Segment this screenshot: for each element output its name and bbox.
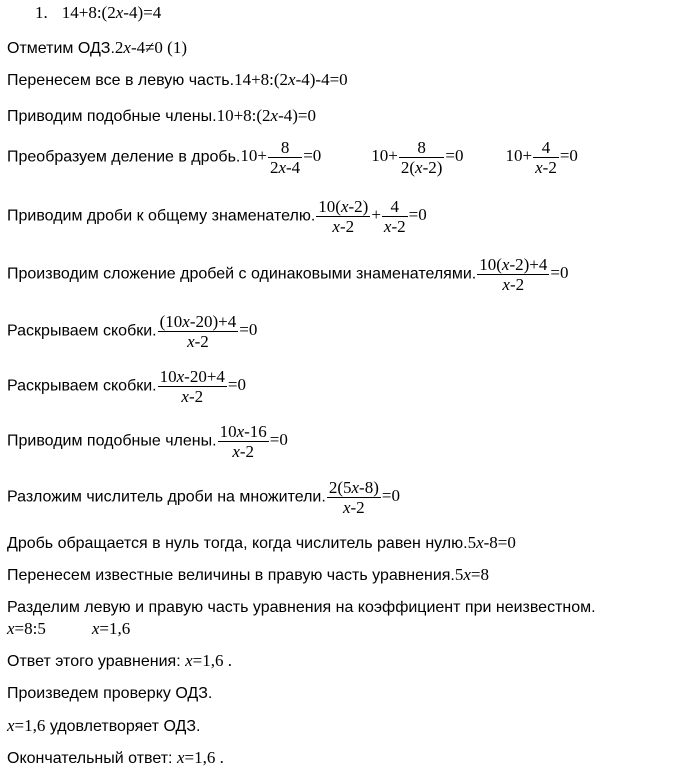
fraction: $\frac{8}{2(x-2)}$ xyxy=(400,138,443,177)
list-number: 1. xyxy=(35,3,48,22)
expression-2: 10+ $\frac{8}{2(x-2)}$ =0 xyxy=(371,138,464,177)
equation-text: 14+8:(2x-4)-4=0 xyxy=(234,70,348,89)
line-text: Перенесем известные величины в правую часть уравнения. xyxy=(7,567,455,584)
fraction: $\frac{10x-16}{x-2}$ xyxy=(219,422,267,461)
equation-text: $\frac{10x-20+4}{x-2}$ =0 xyxy=(159,367,247,406)
line-19 xyxy=(7,748,224,769)
line-10 xyxy=(7,422,288,461)
equation-text: x=1,6 . xyxy=(176,748,224,767)
equation-text: x=1,6 xyxy=(7,716,46,735)
equation-text: 2x-4≠0 (1) xyxy=(114,38,188,57)
line-text: Раскрываем скобки. xyxy=(7,322,157,340)
line-12 xyxy=(7,533,516,554)
expression-3: 10+ $\frac{4}{x-2}$ =0 xyxy=(505,138,578,177)
equation-text: 14+8:(2x-4)=4 xyxy=(61,3,162,22)
line-text: Произведем проверку ОДЗ. xyxy=(7,685,213,702)
line-text: Раскрываем скобки. xyxy=(7,377,157,395)
equation-text: x=1,6 . xyxy=(185,651,232,670)
line-16 xyxy=(7,651,232,672)
fraction: $\frac{2(5x-8)}{x-2}$ xyxy=(328,478,379,517)
line-text: Перенесем все в левую часть. xyxy=(7,72,235,89)
equation-text: x=8:5 xyxy=(7,619,46,638)
equation-text: 5x-8=0 xyxy=(467,533,516,552)
line-7 xyxy=(7,255,568,294)
line-text: удовлетворяет ОДЗ. xyxy=(45,718,201,735)
line-18 xyxy=(7,716,200,737)
line-text: Разложим числитель дроби на множители. xyxy=(7,488,326,506)
equation-text: $\frac{(10x-20)+4}{x-2}$ =0 xyxy=(159,312,258,351)
line-text: Преобразуем деление в дробь. xyxy=(7,148,241,166)
fraction: $\frac{4}{x-2}$ xyxy=(535,138,557,177)
line-text: Ответ этого уравнения: xyxy=(7,653,186,670)
line-text: Дробь обращается в нуль тогда, когда числитель равен нулю. xyxy=(7,535,468,552)
line-11 xyxy=(7,478,400,517)
equation-text: $\frac{2(5x-8)}{x-2}$ =0 xyxy=(328,478,400,517)
line-15 xyxy=(7,619,130,640)
fraction: $\frac{(10x-20)+4}{x-2}$ xyxy=(159,312,237,351)
line-5 xyxy=(7,138,578,177)
equation-result: x=1,6 xyxy=(91,619,131,638)
line-17 xyxy=(7,684,212,704)
equation-text: $\frac{10x-16}{x-2}$ =0 xyxy=(219,422,288,461)
line-14 xyxy=(7,598,596,618)
fraction: $\frac{10(x-2)}{x-2}$ xyxy=(318,197,369,236)
equation-text: $\frac{10(x-2)}{x-2}$ + $\frac{4}{x-2}$ =0 xyxy=(318,197,427,236)
fraction: $\frac{10x-20+4}{x-2}$ xyxy=(159,367,225,406)
line-8 xyxy=(7,312,257,351)
line-text: Приводим дроби к общему знаменателю. xyxy=(7,207,316,225)
line-9 xyxy=(7,367,246,406)
line-text: Производим сложение дробей с одинаковыми знаменателями. xyxy=(7,265,477,283)
line-3 xyxy=(7,70,348,91)
line-text: Отметим ОДЗ. xyxy=(7,40,115,57)
line-13 xyxy=(7,565,489,586)
line-text: Окончательный ответ: xyxy=(7,750,177,767)
line-4 xyxy=(7,106,316,127)
expression-1: 10+ $\frac{8}{2x-4}$ =0 xyxy=(240,138,322,177)
line-6 xyxy=(7,197,427,236)
line-text: Разделим левую и правую часть уравнения на коэффициент при неизвестном. xyxy=(7,599,596,616)
equation-text: 5x=8 xyxy=(454,565,490,584)
fraction: $\frac{8}{2x-4}$ xyxy=(269,138,301,177)
equation-text: 10+8:(2x-4)=0 xyxy=(216,106,317,125)
line-1-equation xyxy=(35,3,161,24)
equation-text: $\frac{10(x-2)+4}{x-2}$ =0 xyxy=(479,255,569,294)
line-2-odz xyxy=(7,38,187,59)
fraction: $\frac{4}{x-2}$ xyxy=(383,197,406,236)
fraction: $\frac{10(x-2)+4}{x-2}$ xyxy=(479,255,548,294)
line-text: Приводим подобные члены. xyxy=(7,432,217,450)
line-text: Приводим подобные члены. xyxy=(7,108,217,125)
